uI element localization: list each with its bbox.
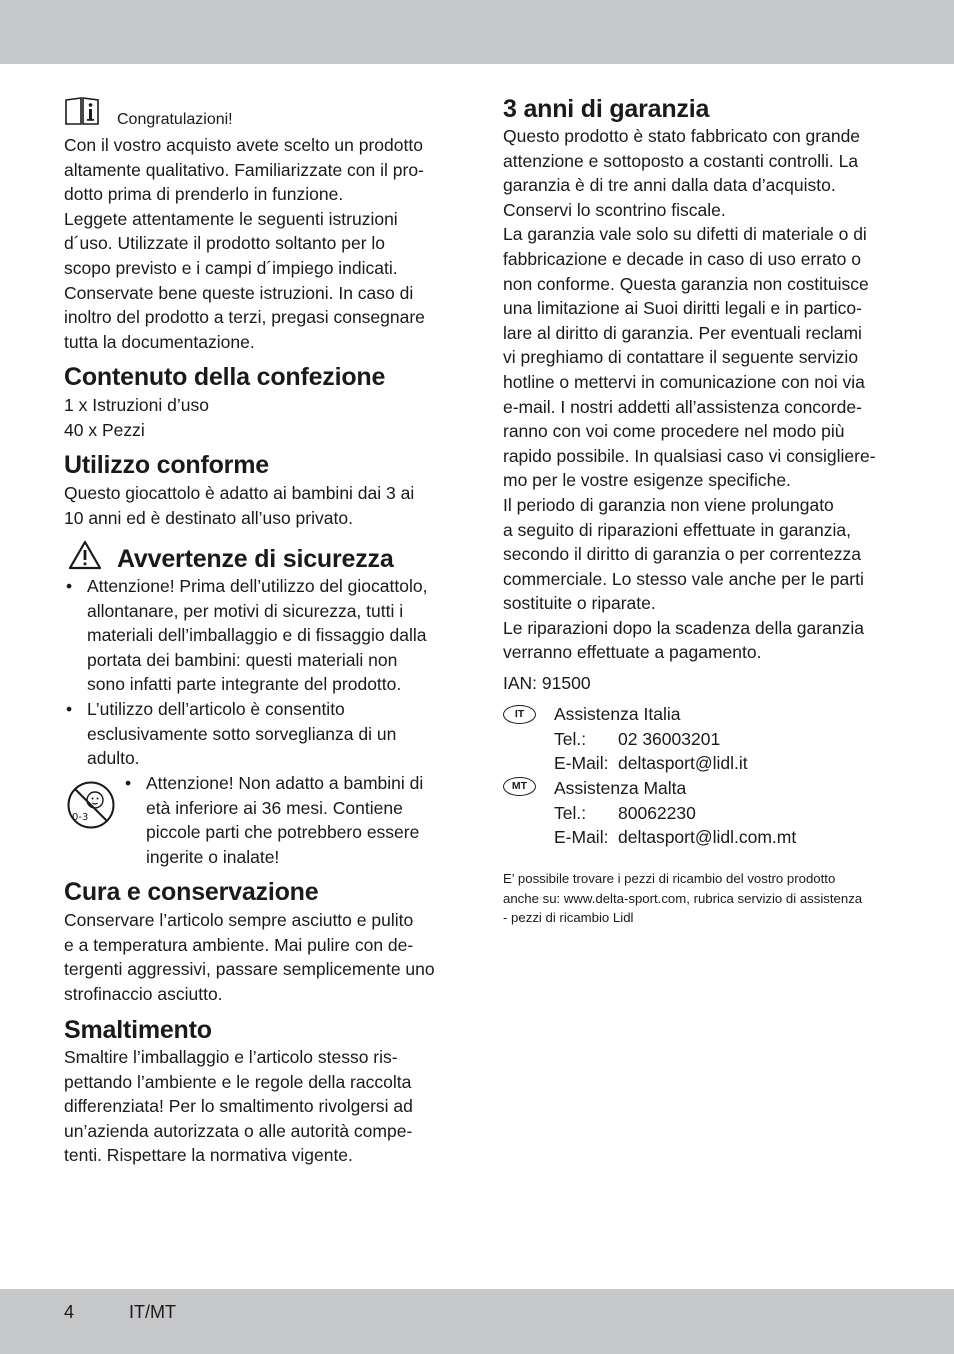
text-line: Le riparazioni dopo la scadenza della garanzia	[503, 617, 864, 638]
header-bar	[0, 0, 954, 64]
text-line: 1 x Istruzioni d’uso	[64, 395, 209, 415]
service-malta	[503, 776, 893, 851]
ian-number: IAN: 91500	[503, 673, 591, 693]
disposal-heading: Smaltimento	[64, 1016, 212, 1044]
warning-icon	[68, 540, 102, 570]
list-item	[64, 574, 449, 697]
use-text	[64, 481, 449, 530]
list-item	[123, 771, 453, 869]
service-italy	[503, 702, 893, 777]
care-text	[64, 908, 449, 1006]
tel-number: 02 36003201	[618, 728, 721, 749]
text-line: Smaltire l’imballaggio e l’articolo stesso ris-	[64, 1047, 398, 1067]
text-line: materiali dell’imballaggio e di fissaggio dalla	[87, 625, 427, 646]
intro-title: Congratulazioni!	[117, 111, 233, 128]
text-line: sono infatti parte integrante del prodotto.	[87, 674, 402, 695]
page-number: 4	[64, 1302, 75, 1322]
text-line: d´uso. Utilizzate il prodotto soltanto per lo	[64, 233, 385, 254]
text-line: attenzione e sottoposto a costanti controlli. La	[503, 150, 859, 171]
text-line: allontanare, per motivi di sicurezza, tutti i	[87, 600, 404, 621]
text-line: anche su: www.delta-sport.com, rubrica servizio di assistenza	[503, 890, 863, 906]
text-line: Conservi lo scontrino fiscale.	[503, 199, 726, 220]
contents-text	[64, 393, 449, 442]
email-label: E-Mail:	[554, 753, 609, 774]
text-line: Questo giocattolo è adatto ai bambini dai 3 ai	[64, 483, 415, 503]
text-line: una limitazione ai Suoi diritti legali e in partico-	[503, 298, 862, 319]
text-line: Il periodo di garanzia non viene prolungato	[503, 494, 834, 515]
safety-heading: Avvertenze di sicurezza	[117, 545, 394, 573]
tel-label: Tel.:	[554, 802, 587, 823]
text-line: fabbricazione e decade in caso di uso errato o	[503, 248, 862, 269]
text-line: 10 anni ed è destinato all’uso privato.	[64, 507, 353, 528]
safety-list-age	[123, 771, 453, 869]
language-code: IT/MT	[129, 1302, 176, 1322]
text-line: tenti. Rispettare la normativa vigente.	[64, 1145, 353, 1166]
text-line: garanzia è di tre anni dalla data d’acquisto.	[503, 175, 836, 196]
text-line: inoltro del prodotto a terzi, pregasi consegnare	[64, 307, 425, 328]
text-line: secondo il diritto di garanzia o per correntezza	[503, 544, 861, 565]
text-line: dotto prima di prenderlo in funzione.	[64, 184, 344, 205]
warranty-text	[503, 124, 893, 665]
service-name: Assistenza Italia	[554, 704, 681, 724]
list-item	[64, 697, 449, 771]
warranty-heading: 3 anni di garanzia	[503, 95, 710, 123]
text-line: tergenti aggressivi, passare semplicemente uno	[64, 959, 435, 980]
service-name: Assistenza Malta	[554, 778, 687, 798]
text-line: Con il vostro acquisto avete scelto un prodotto	[64, 135, 423, 155]
text-line: 40 x Pezzi	[64, 419, 145, 440]
text-line: tutta la documentazione.	[64, 331, 255, 352]
text-line: e-mail. I nostri addetti all’assistenza concorde-	[503, 396, 862, 417]
care-heading: Cura e conservazione	[64, 878, 319, 906]
text-line: esclusivamente sotto sorveglianza di un	[87, 723, 397, 744]
text-line: altamente qualitativo. Familiarizzate con il pro-	[64, 159, 424, 180]
text-line: ingerite o inalate!	[146, 846, 280, 867]
text-line: ranno con voi come procedere nel modo più	[503, 421, 845, 442]
text-line: strofinaccio asciutto.	[64, 983, 223, 1004]
text-line: sostituite o riparate.	[503, 593, 656, 614]
read-instructions-icon	[64, 96, 100, 126]
use-heading: Utilizzo conforme	[64, 451, 269, 479]
text-line: verranno effettuate a pagamento.	[503, 642, 762, 663]
age-icon-label: 0-3	[72, 812, 89, 823]
tel-number: 80062230	[618, 802, 696, 823]
text-line: La garanzia vale solo su difetti di materiale o di	[503, 224, 867, 245]
email-label: E-Mail:	[554, 827, 609, 848]
text-line: a seguito di riparazioni effettuate in garanzia,	[503, 519, 851, 540]
text-line: • Attenzione! Prima dell’utilizzo del giocattolo,	[87, 576, 428, 596]
text-line: Conservare l’articolo sempre asciutto e pulito	[64, 910, 414, 930]
text-line: • L’utilizzo dell’articolo è consentito	[87, 698, 345, 719]
intro-text	[64, 133, 449, 354]
email-address: deltasport@lidl.it	[618, 753, 748, 774]
italy-badge-icon: IT	[503, 705, 536, 724]
not-for-children-under-3-icon	[66, 780, 116, 830]
text-line: età inferiore ai 36 mesi. Contiene	[146, 797, 403, 818]
text-line: piccole parti che potrebbero essere	[146, 822, 420, 843]
text-line: un’azienda autorizzata o alle autorità compe-	[64, 1120, 413, 1141]
text-line: mo per le vostre esigenze specifiche.	[503, 470, 791, 491]
contents-heading: Contenuto della confezione	[64, 363, 386, 391]
text-line: scopo previsto e i campi d´impiego indicati.	[64, 257, 398, 278]
safety-list	[64, 574, 449, 771]
spare-parts-note	[503, 869, 893, 928]
text-line: - pezzi di ricambio Lidl	[503, 910, 634, 925]
text-line: • Attenzione! Non adatto a bambini di	[146, 773, 424, 793]
text-line: e a temperatura ambiente. Mai pulire con de-	[64, 934, 414, 955]
tel-label: Tel.:	[554, 728, 587, 749]
text-line: Questo prodotto è stato fabbricato con grande	[503, 126, 861, 146]
text-line: portata dei bambini: questi materiali non	[87, 649, 398, 670]
text-line: Leggete attentamente le seguenti istruzioni	[64, 208, 398, 229]
disposal-text	[64, 1045, 449, 1168]
text-line: non conforme. Questa garanzia non costituisce	[503, 273, 869, 294]
text-line: lare al diritto di garanzia. Per eventuali reclami	[503, 322, 862, 343]
text-line: Conservate bene queste istruzioni. In caso di	[64, 282, 414, 303]
text-line: adulto.	[87, 748, 140, 769]
text-line: hotline o mettervi in comunicazione con noi via	[503, 371, 865, 392]
email-address: deltasport@lidl.com.mt	[618, 827, 797, 848]
text-line: differenziata! Per lo smaltimento rivolgersi ad	[64, 1096, 413, 1117]
text-line: pettando l’ambiente e le regole della raccolta	[64, 1071, 412, 1092]
text-line: E’ possibile trovare i pezzi di ricambio del vostro prodotto	[503, 871, 836, 886]
text-line: commerciale. Lo stesso vale anche per le parti	[503, 568, 864, 589]
text-line: vi preghiamo di contattare il seguente servizio	[503, 347, 859, 368]
text-line: rapido possibile. In qualsiasi caso vi consigliere-	[503, 445, 876, 466]
malta-badge-icon: MT	[503, 777, 536, 796]
